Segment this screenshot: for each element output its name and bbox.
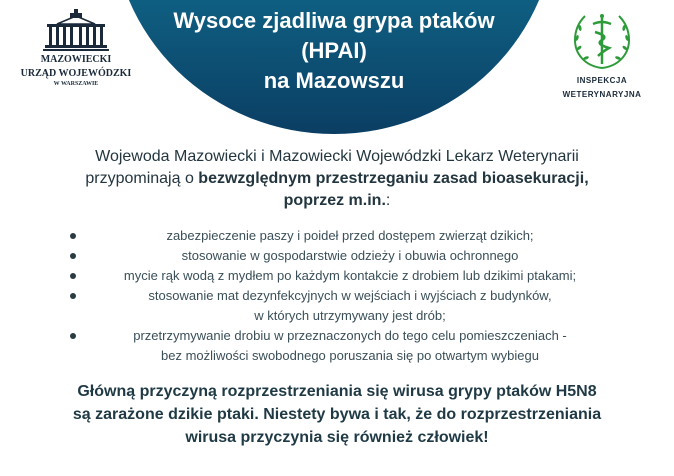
list-item-text-continued: bez możliwości swobodnego poruszania się po otwartym wybiegu: [161, 348, 539, 363]
list-item: [60, 266, 620, 286]
closing-paragraph: [20, 380, 654, 449]
intro-line-2-prefix: przypominają o: [85, 170, 199, 187]
title-line-1: Wysoce zjadliwa grypa ptaków: [173, 8, 495, 33]
list-item-text: stosowanie mat dezynfekcyjnych w wejściach i wyjściach z budynków,: [148, 288, 552, 303]
closing-line-2: są zarażone dzikie ptaki. Niestety bywa i tak, że do rozprzestrzeniania: [72, 406, 602, 423]
list-item: [60, 226, 620, 246]
caduceus-icon: [571, 10, 633, 72]
biosecurity-list: [60, 226, 620, 366]
intro-line-3: [30, 190, 644, 212]
list-item-text: zabezpieczenie paszy i poideł przed dostępem zwierząt dzikich;: [166, 228, 534, 243]
logo-left-line-2: URZĄD WOJEWÓDZKI: [20, 68, 132, 79]
bullet-icon: [70, 333, 76, 339]
intro-line-3-bold: poprzez m.in.: [283, 192, 386, 209]
title-line-3: na Mazowszu: [263, 68, 405, 93]
page-title: [112, 6, 556, 96]
bullet-icon: [70, 253, 76, 259]
closing-line-1: Główną przyczyną rozprzestrzeniania się wirusa grypy ptaków H5N8: [77, 383, 597, 400]
logo-inspekcja-weterynaryjna: [546, 10, 658, 100]
intro-line-1: Wojewoda Mazowiecki i Mazowiecki Wojewódzki Lekarz Weterynarii: [95, 148, 579, 165]
intro-paragraph: [30, 146, 644, 212]
logo-mazowiecki-urzad: [20, 8, 132, 87]
intro-line-2: [30, 168, 644, 190]
bullet-icon: [70, 233, 76, 239]
logo-left-line-1: MAZOWIECKI: [40, 54, 112, 65]
list-item: [60, 326, 620, 366]
list-item-text-continued: w których utrzymywany jest drób;: [254, 308, 446, 323]
list-item-text: mycie rąk wodą z mydłem po każdym kontakcie z drobiem lub dzikimi ptakami;: [123, 268, 577, 283]
list-item-text: przetrzymywanie drobiu w przeznaczonych do tego celu pomieszczeniach -: [133, 328, 567, 343]
list-item: [60, 286, 620, 326]
title-line-2: (HPAI): [301, 38, 367, 63]
logo-left-line-3: W WARSZAWIE: [53, 81, 99, 87]
logo-right-line-2: WETERYNARYJNA: [562, 90, 642, 99]
bullet-icon: [70, 273, 76, 279]
list-item-text: stosowanie w gospodarstwie odzieży i obuwia ochronnego: [181, 248, 519, 263]
building-icon: [43, 8, 109, 52]
logo-right-line-1: INSPEKCJA: [576, 76, 628, 85]
intro-line-3-suffix: :: [385, 192, 391, 209]
closing-line-3: wirusa przyczynia się również człowiek!: [185, 429, 489, 446]
bullet-icon: [70, 293, 76, 299]
list-item: [60, 246, 620, 266]
intro-line-2-bold: bezwzględnym przestrzeganiu zasad bioasekuracji,: [198, 170, 589, 187]
